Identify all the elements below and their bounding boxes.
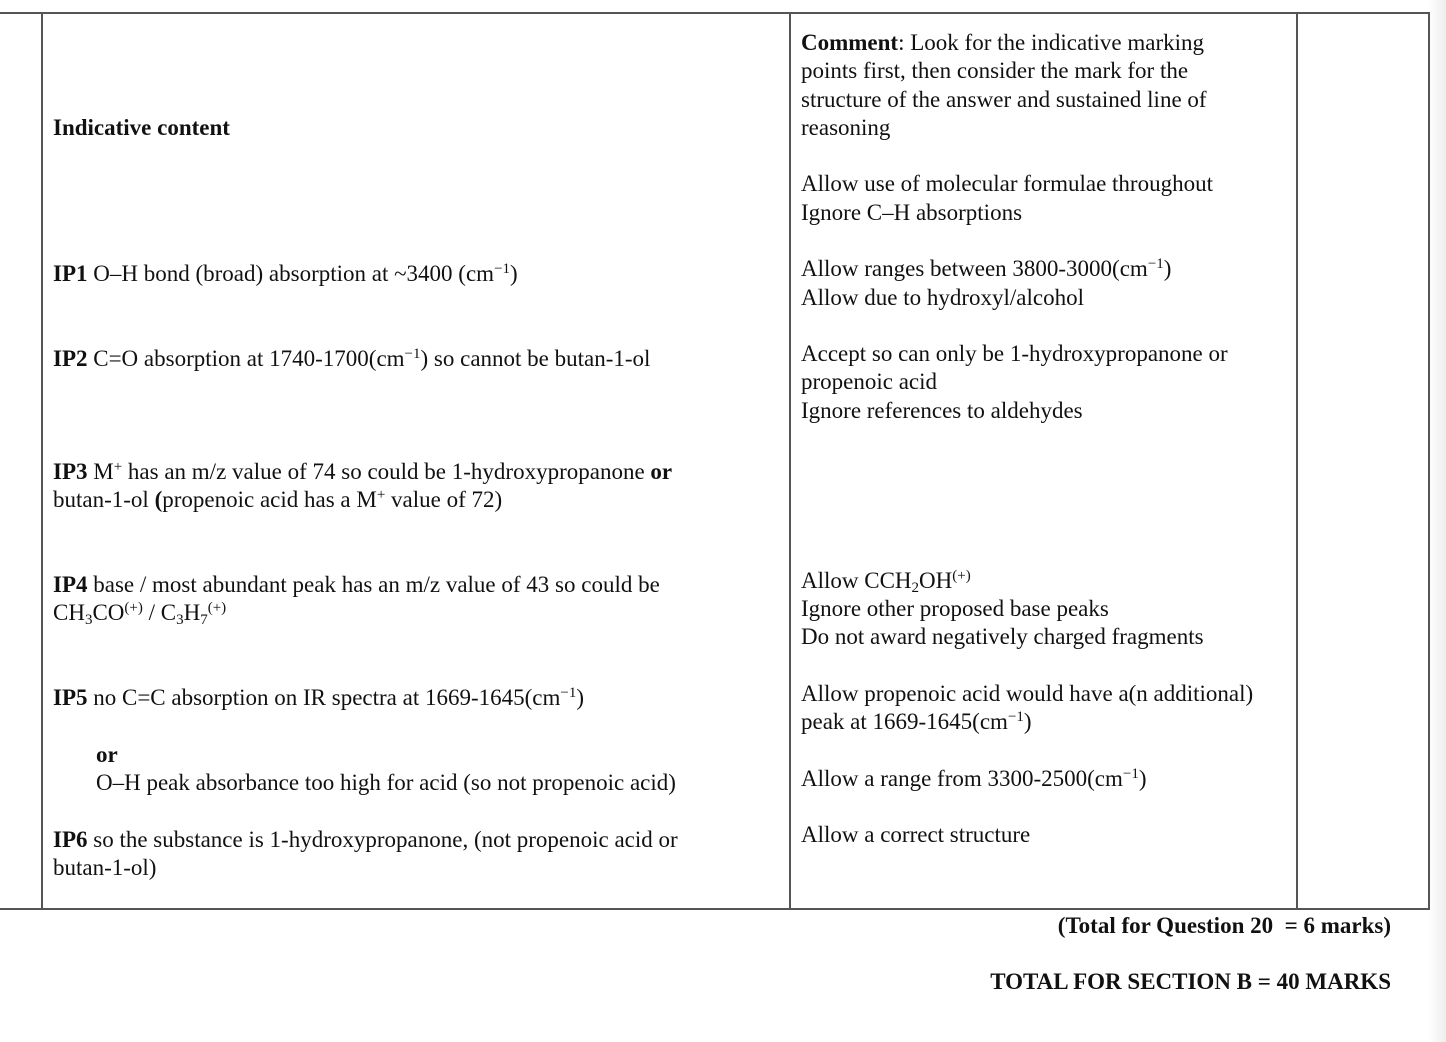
comment-line-3: structure of the answer and sustained line of (801, 87, 1207, 112)
ip1-label: IP1 (53, 261, 88, 286)
table-top-border (0, 12, 1430, 14)
accept-line-1: Accept so can only be 1-hydroxypropanone or (801, 341, 1228, 366)
ignore-ch: Ignore C–H absorptions (801, 200, 1023, 225)
ip4-line-2: $CH_3CO^{(+)} / C_3H_7^{(+)}$ (53, 600, 227, 628)
page-edge-shadow (1428, 0, 1446, 1042)
accept-line-2: propenoic acid (801, 369, 938, 394)
ip3-line-1: IP3 M+ has an m/z value of 74 so could be 1-hydroxypropanone or (53, 459, 673, 484)
ip4-line-1: IP4 base / most abundant peak has an m/z value of 43 so could be (53, 572, 660, 597)
allow-propenoic-line-2: peak at $1669-1645(cm^{-1})$ (801, 709, 1032, 734)
ignore-aldehydes: Ignore references to aldehydes (801, 398, 1083, 423)
ip2-label: IP2 (53, 346, 88, 371)
ip3-line-2: butan-1-ol (propenoic acid has a M+ value of 72) (53, 487, 503, 512)
table-col-border-4 (1428, 12, 1430, 910)
ip5-label: IP5 (53, 685, 88, 710)
ip6-label: IP6 (53, 827, 88, 852)
table-col-border-3 (1296, 12, 1298, 910)
total-question: (Total for Question 20 = 6 marks) (1057, 913, 1391, 938)
oh-peak-line: O–H peak absorbance too high for acid (so not propenoic acid) (96, 770, 676, 795)
ip4-label: IP4 (53, 572, 88, 597)
ip5-line: IP5 no C=C absorption on IR spectra at $1669-1645(cm^{-1})$ (53, 685, 585, 710)
table-col-border-1 (41, 12, 43, 910)
comment-label: Comment (801, 30, 899, 55)
indicative-content-heading: Indicative content (53, 115, 230, 140)
comment-line-4: reasoning (801, 115, 891, 140)
table-bottom-border (0, 908, 1430, 910)
do-not-award: Do not award negatively charged fragments (801, 624, 1204, 649)
ip2-line: IP2 C=O absorption at $1740-1700(cm^{-1})$ so cannot be butan-1-ol (53, 346, 651, 371)
ip6-line-2: butan-1-ol) (53, 855, 157, 880)
ip3-label: IP3 (53, 459, 88, 484)
allow-propenoic-line-1: Allow propenoic acid would have a(n additional) (801, 681, 1254, 706)
comment-line-1: Comment: Look for the indicative marking (801, 30, 1205, 55)
table-col-border-2 (789, 12, 791, 910)
allow-range: Allow a range from $3300-2500(cm^{-1})$ (801, 766, 1147, 791)
total-section: TOTAL FOR SECTION B = 40 MARKS (990, 969, 1391, 994)
ip6-line-1: IP6 so the substance is 1-hydroxypropanone, (not propenoic acid or (53, 827, 678, 852)
comment-line-2: points first, then consider the mark for the (801, 58, 1189, 83)
allow-structure: Allow a correct structure (801, 822, 1031, 847)
allow-formulae: Allow use of molecular formulae throughout (801, 171, 1213, 196)
allow-hydroxyl: Allow due to hydroxyl/alcohol (801, 285, 1084, 310)
or-label: or (96, 742, 118, 767)
ignore-base-peaks: Ignore other proposed base peaks (801, 596, 1109, 621)
allow-cch2oh: Allow $CCH_2OH^{(+)}$ (801, 568, 971, 596)
ip1-line: IP1 O–H bond (broad) absorption at ~3400 $(cm^{-1})$ (53, 261, 518, 286)
allow-ranges: Allow ranges between $3800-3000(cm^{-1})$ (801, 256, 1172, 281)
